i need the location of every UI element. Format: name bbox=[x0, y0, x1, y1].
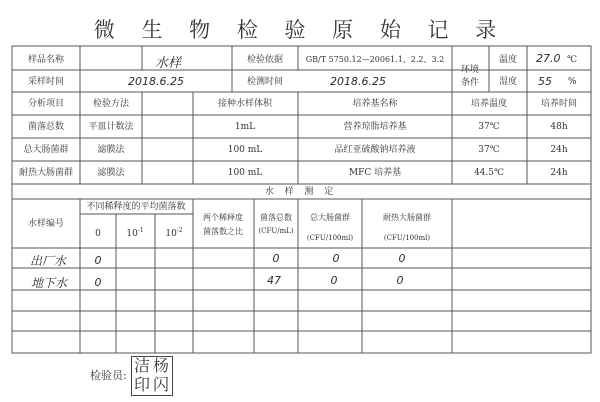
sample-name-label: 样品名称 bbox=[27, 55, 65, 65]
col-header-temp: 培养温度 bbox=[470, 99, 508, 109]
ratio-header-line1: 两个稀释度 bbox=[203, 213, 243, 222]
thermo-coliform-header-line2: (CFU/100ml) bbox=[383, 234, 431, 242]
sample-name-value: 水样 bbox=[154, 56, 182, 71]
total-count-value: 0 bbox=[272, 252, 280, 265]
thermo-coliform-value: 0 bbox=[398, 252, 406, 265]
thermo-coliform-header-line1: 耐热大肠菌群 bbox=[383, 213, 431, 222]
col-header-method: 检验方法 bbox=[92, 99, 130, 109]
method-row-duration: 48h bbox=[550, 122, 568, 132]
dilution-2-header: $10^{-2}$ bbox=[165, 227, 183, 239]
method-row-temp: 37℃ bbox=[478, 122, 500, 132]
method-row-item: 菌落总数 bbox=[27, 122, 65, 132]
basis-value: GB/T 5750.12—20061.1、2.2、3.2 bbox=[305, 55, 445, 64]
method-row-medium: 品红亚硫酸钠培养液 bbox=[334, 145, 416, 155]
method-row-method: 滤膜法 bbox=[97, 168, 125, 178]
col-header-volume: 接种水样体积 bbox=[217, 99, 273, 109]
method-row-volume: 100 mL bbox=[227, 168, 263, 178]
dilution-1-header: $10^{-1}$ bbox=[126, 227, 144, 239]
total-count-value: 47 bbox=[267, 274, 281, 287]
method-row-item: 耐热大肠菌群 bbox=[18, 168, 74, 178]
coliform-value: 0 bbox=[330, 274, 338, 287]
dilution-0-value: 0 bbox=[94, 254, 102, 267]
method-row-temp: 44.5℃ bbox=[473, 168, 505, 178]
coliform-header-line2: (CFU/100ml) bbox=[306, 234, 354, 242]
total-count-header-line1: 菌落总数 bbox=[260, 213, 292, 222]
col-header-duration: 培养时间 bbox=[540, 99, 578, 109]
humidity-label: 湿度 bbox=[498, 77, 518, 87]
col-header-medium: 培养基名称 bbox=[352, 99, 398, 109]
sampling-time-label: 采样时间 bbox=[27, 77, 65, 87]
sample-id: 地下水 bbox=[31, 276, 68, 290]
method-row-medium: 营养琼脂培养基 bbox=[343, 122, 407, 132]
test-time-label: 检测时间 bbox=[246, 77, 284, 87]
method-row-volume: 1mL bbox=[234, 122, 256, 132]
method-row-method: 平皿计数法 bbox=[88, 122, 134, 132]
method-row-duration: 24h bbox=[550, 168, 568, 178]
total-count-header-line2: (CFU/mL) bbox=[258, 227, 294, 235]
method-row-method: 滤膜法 bbox=[97, 145, 125, 155]
environment-label: 环境 bbox=[460, 65, 480, 75]
temperature-unit: ℃ bbox=[567, 55, 578, 65]
basis-label: 检验依据 bbox=[246, 55, 284, 65]
ratio-header-line2: 菌落数之比 bbox=[203, 227, 243, 236]
avg-count-header: 不同稀释度的平均菌落数 bbox=[86, 202, 186, 212]
measure-section-title: 水 样 测 定 bbox=[264, 187, 338, 197]
page-title: 微 生 物 检 验 原 始 记 录 bbox=[93, 18, 507, 42]
test-time-value: 2018.6.25 bbox=[330, 75, 386, 88]
method-row-duration: 24h bbox=[550, 145, 568, 155]
method-row-medium: MFC 培养基 bbox=[348, 168, 402, 178]
dilution-0-value: 0 bbox=[94, 276, 102, 289]
thermo-coliform-value: 0 bbox=[396, 274, 404, 287]
inspector-label: 检验员: bbox=[90, 369, 127, 382]
col-header-item: 分析项目 bbox=[27, 99, 65, 109]
coliform-header-line1: 总大肠菌群 bbox=[310, 213, 350, 222]
inspector-seal: 洁 杨 印 闪 bbox=[131, 356, 173, 396]
condition-label: 条件 bbox=[460, 78, 480, 88]
method-row-temp: 37℃ bbox=[478, 145, 500, 155]
coliform-value: 0 bbox=[332, 252, 340, 265]
humidity-value: 55 bbox=[538, 75, 552, 88]
method-row-item: 总大肠菌群 bbox=[23, 145, 69, 155]
sample-id: 出厂水 bbox=[30, 254, 67, 268]
sample-no-header: 水样编号 bbox=[27, 219, 65, 229]
sampling-time-value: 2018.6.25 bbox=[128, 75, 184, 88]
humidity-unit: % bbox=[568, 77, 577, 87]
temperature-label: 温度 bbox=[498, 55, 518, 65]
dilution-0-header: 0 bbox=[95, 229, 101, 239]
method-row-volume: 100 mL bbox=[227, 145, 263, 155]
temperature-value: 27.0 bbox=[536, 52, 561, 65]
